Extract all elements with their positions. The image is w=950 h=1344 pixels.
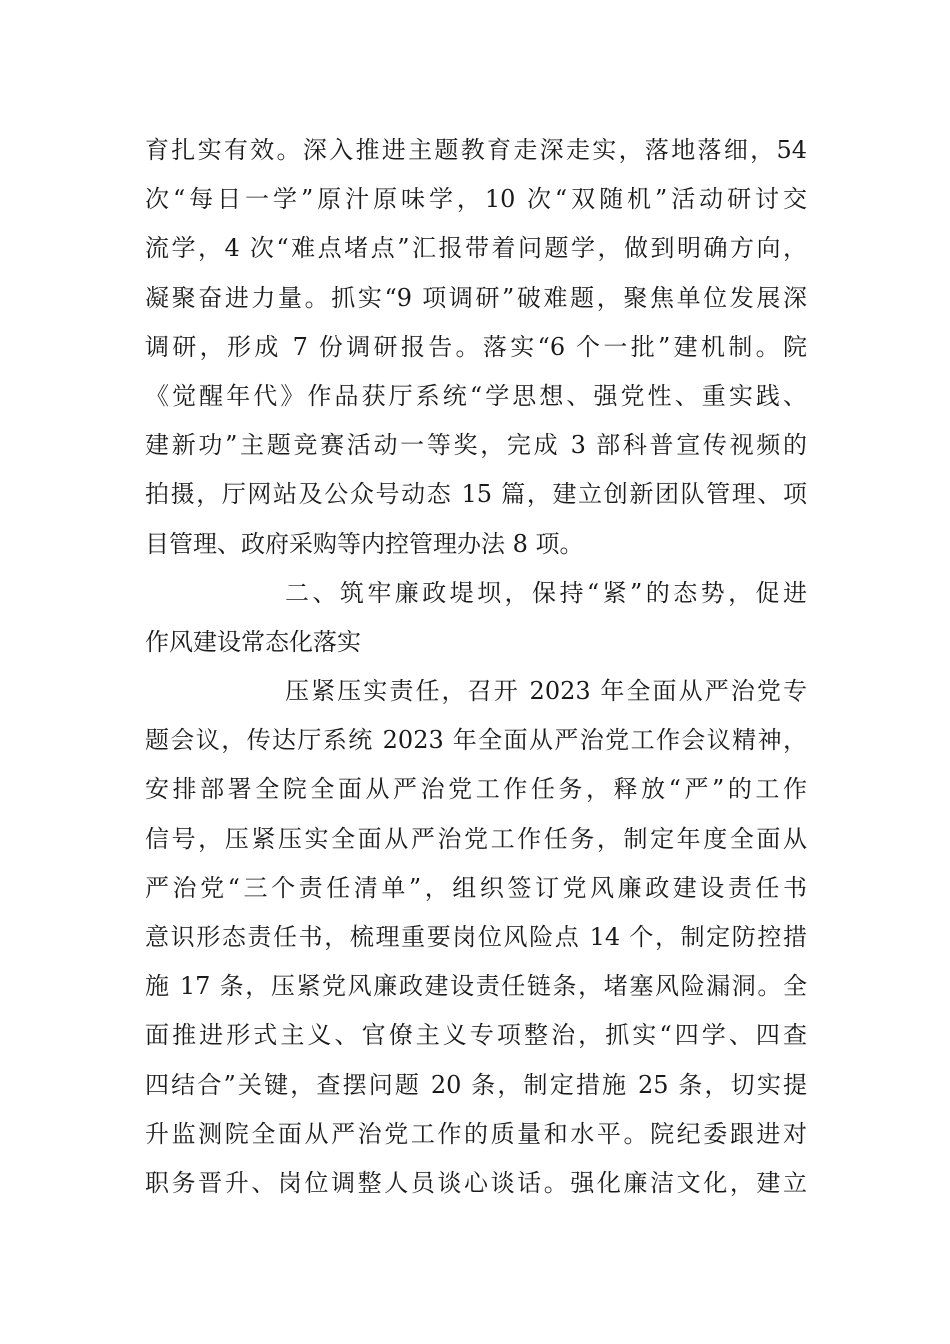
text-line: 《觉醒年代》作品获厅系统“学思想、强党性、重实践、 (145, 381, 807, 410)
text-line: 意识形态责任书，梳理重要岗位风险点 14 个，制定防控措 (145, 923, 807, 951)
body-text (145, 126, 807, 1208)
paragraph-1 (145, 126, 807, 569)
text-line: 题会议，传达厅系统 2023 年全面从严治党工作会议精神， (145, 726, 807, 755)
text-line: 目管理、政府采购等内控管理办法 8 项。 (145, 529, 584, 558)
text-line: 施 17 条，压紧党风廉政建设责任链条，堵塞风险漏洞。全 (145, 972, 807, 1001)
text-line: 职务晋升、岗位调整人员谈心谈话。强化廉洁文化，建立 (145, 1168, 807, 1197)
paragraph-2 (145, 667, 807, 1208)
text-line: 育扎实有效。深入推进主题教育走深走实，落地落细，54 (145, 136, 807, 164)
text-line: 升监测院全面从严治党工作的质量和水平。院纪委跟进对 (145, 1119, 807, 1148)
text-line: 调研，形成 7 份调研报告。落实“6 个一批”建机制。院 (145, 332, 807, 361)
text-line: 压紧压实责任，召开 2023 年全面从严治党专 (285, 677, 807, 706)
text-line: 流学，4 次“难点堵点”汇报带着问题学，做到明确方向， (145, 234, 807, 263)
text-line: 建新功”主题竞赛活动一等奖，完成 3 部科普宣传视频的 (145, 431, 807, 460)
text-line: 严治党“三个责任清单”，组织签订党风廉政建设责任书 (145, 873, 807, 902)
text-line: 凝聚奋进力量。抓实“9 项调研”破难题，聚焦单位发展深 (145, 283, 807, 312)
text-line: 面推进形式主义、官僚主义专项整治，抓实“四学、四查 (145, 1021, 807, 1050)
text-line: 拍摄，厅网站及公众号动态 15 篇，建立创新团队管理、项 (145, 480, 807, 509)
section-heading-2 (145, 569, 807, 667)
heading-line: 二、筑牢廉政堤坝，保持“紧”的态势，促进 (285, 578, 807, 607)
heading-line: 作风建设常态化落实 (145, 627, 361, 656)
text-line: 次“每日一学”原汁原味学，10 次“双随机”活动研讨交 (145, 185, 807, 214)
text-line: 四结合”关键，查摆问题 20 条，制定措施 25 条，切实提 (145, 1070, 807, 1099)
text-line: 安排部署全院全面从严治党工作任务，释放“严”的工作 (145, 775, 807, 804)
text-line: 信号，压紧压实全面从严治党工作任务，制定年度全面从 (145, 824, 807, 853)
